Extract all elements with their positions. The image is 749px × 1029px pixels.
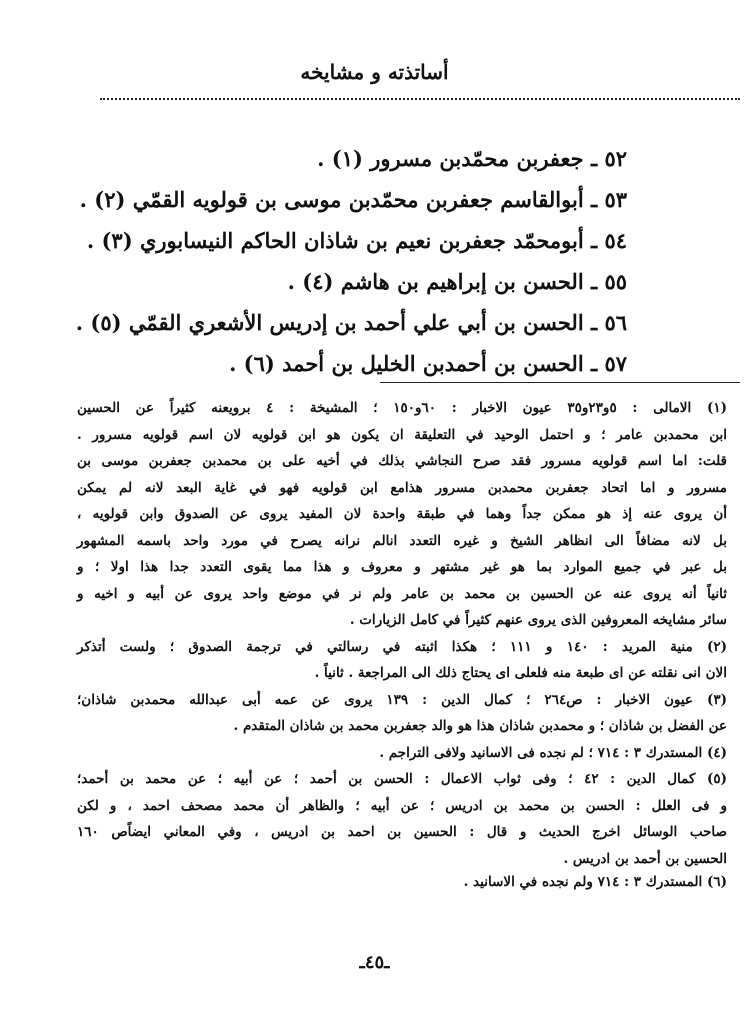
footnote-line: (٤) المستدرك ٣ : ٧١٤ ؛ لم نجده فى الاسانيد ولافى التراجم . bbox=[379, 744, 727, 761]
teacher-entry: ٥٢ ـ جعفربن محمّدبن مسرور (١) . bbox=[317, 146, 627, 171]
footnote-3 bbox=[77, 687, 727, 740]
footnote-1 bbox=[77, 395, 727, 634]
footnote-line: ابن محمدبن عامر ؛ و احتمل الوحيد في التعليقة ان يكون هو ابن قولويه لان اسم قولويه مسرور . bbox=[77, 426, 727, 443]
footnotes bbox=[77, 395, 727, 892]
footnote-line: سائر مشايخه المعروفين الذى يروى عنهم كثيراً في كامل الزيارات . bbox=[349, 612, 727, 628]
footnote-6 bbox=[77, 872, 727, 892]
teacher-entry: ٥٥ ـ الحسن بن إبراهيم بن هاشم (٤) . bbox=[287, 269, 627, 294]
footnote-line: (٦) المستدرك ٣ : ٧١٤ ولم نجده في الاسانيد . bbox=[463, 874, 727, 890]
footnote-line: الان انى نقلته عن اى طبعة منه فلعلى اى يحتاج ذلك الى المراجعة . ثانياً . bbox=[314, 665, 727, 681]
teacher-entry: ٥٤ ـ أبومحمّد جعفربن نعيم بن شاذان الحاكم النيسابوري (٣) . bbox=[86, 228, 627, 253]
footnote-line: (١) الامالى : ٥و٢٣و٣٥ عيون الاخبار : ٦٠و١٥٠ ؛ المشيخة : ٤ برويعنه كثيراً عن الحسين bbox=[77, 400, 727, 416]
footnote-line: بل عبر في جميع الموارد بما هو غير مشتهر و معروف و هذا مما يقوى التعدد جدا هذا اولا ؛ و bbox=[77, 559, 727, 575]
footnote-line: (٥) كمال الدين : ٤٢ ؛ وفى ثواب الاعمال : الحسن بن أحمد ؛ عن أبيه ؛ عن محمد بن أحمد؛ bbox=[77, 771, 727, 787]
teacher-entry: ٥٣ ـ أبوالقاسم جعفربن محمّدبن موسى بن قولويه القمّي (٢) . bbox=[79, 187, 627, 212]
page-number: ـ٤٥ـ bbox=[359, 952, 390, 973]
teacher-entry: ٥٦ ـ الحسن بن أبي علي أحمد بن إدريس الأشعري القمّي (٥) . bbox=[75, 310, 627, 335]
footnote-line: أن يروى عنه إذ هو ممكن جداً وهما في طبقة واحدة لان المفيد يروى عن الصدوق وابن قولويه ، bbox=[77, 506, 727, 522]
footnote-separator bbox=[380, 382, 740, 383]
teacher-list bbox=[75, 138, 627, 384]
footnote-2 bbox=[77, 634, 727, 687]
footnote-line: صاحب الوسائل اخرج الحديث و قال : الحسين بن احمد بن ادريس ، وفي المعاني ايضاًص ١٦٠ bbox=[77, 824, 727, 840]
footnote-line: (٣) عيون الاخبار : ص٢٦٤ ؛ كمال الدين : ١٣٩ يروى عن عمه أبى عبدالله محمدبن شاذان؛ bbox=[77, 691, 727, 708]
footnote-line: الحسين بن أحمد بن ادريس . bbox=[563, 850, 727, 867]
footnote-line: ثانياً أنه يروى عنه عن الحسين بن محمد بن عامر ولم نر في موضع واحد يروى عن أبيه و اخيه و bbox=[77, 585, 727, 602]
footnote-line: قلت: اما اسم قولويه مسرور فقد صرح النجاشي بذلك في أخيه على بن محمدبن جعفربن موسى بن bbox=[77, 453, 727, 469]
teacher-entry: ٥٧ ـ الحسن بن أحمدبن الخليل بن أحمد (٦) . bbox=[229, 351, 627, 376]
running-header: أساتذته و مشايخه bbox=[300, 60, 449, 84]
footnote-4 bbox=[77, 740, 727, 767]
footnote-line: عن الفضل بن شاذان ؛ و محمدبن شاذان هذا هو والد جعفربن محمد بن شاذان المتقدم . bbox=[233, 718, 727, 734]
footnote-line: و فى العلل : الحسن بن محمد بن ادريس ؛ عن أبيه ؛ والظاهر أن محمد مصحف احمد ، و لكن bbox=[77, 797, 727, 814]
header-dotted-rule bbox=[100, 98, 740, 100]
footnote-line: (٢) منية المريد : ١٤٠ و ١١١ ؛ هكذا اثبته في رسالتي في ترجمة الصدوق ؛ ولست أتذكر bbox=[77, 638, 728, 655]
footnote-line: بل لانه مضافاً الى انظاهر الشيخ و غيره التعدد انالم نرانه يصرح في مورد واحد باسمه المشهور bbox=[77, 532, 727, 549]
footnote-line: مسرور و اما اتحاد جعفربن محمدبن مسرور هذامع ابن قولويه فهو في غاية البعد لانه لم يمكن bbox=[77, 479, 727, 496]
footnote-5 bbox=[77, 766, 727, 872]
